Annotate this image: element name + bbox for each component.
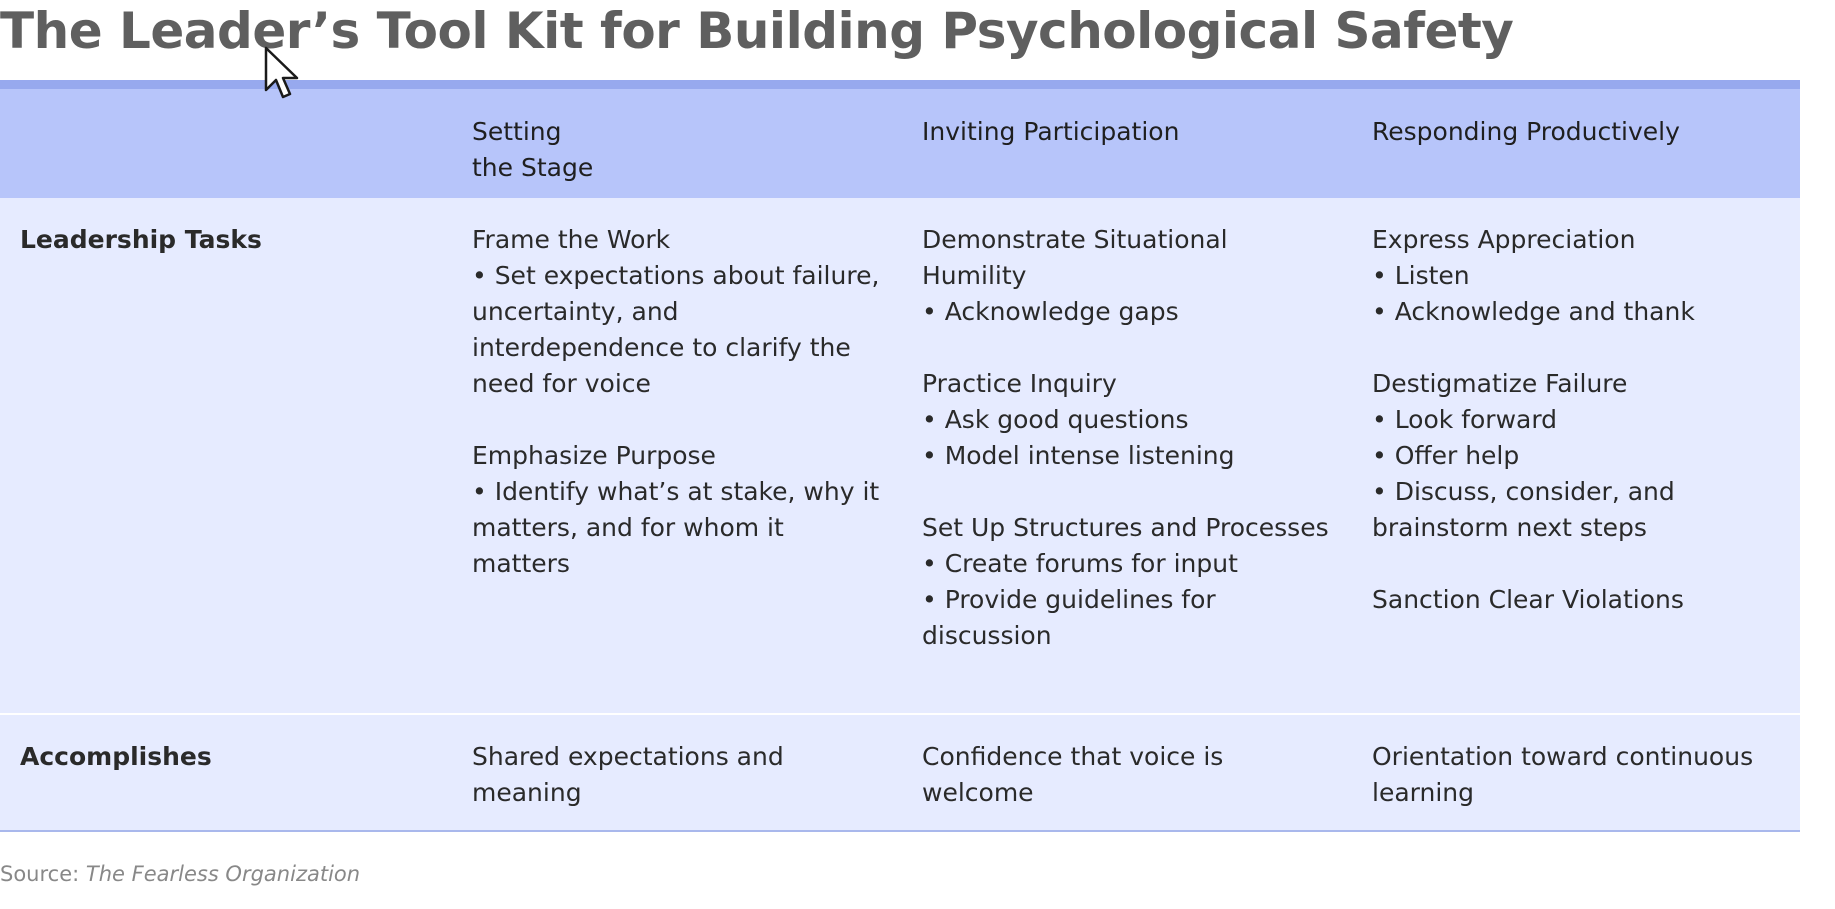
header-setting-the-stage [452, 85, 902, 198]
source-note [0, 862, 360, 886]
row-label-leadership-tasks: Leadership Tasks [0, 198, 452, 714]
page-title: The Leader’s Tool Kit for Building Psychological Safety [0, 2, 1514, 60]
header-cell-empty [0, 85, 452, 198]
task-heading: Emphasize Purpose [472, 440, 716, 470]
task-bullet: • Discuss, consider, and brainstorm next steps [1372, 476, 1675, 542]
task-block [922, 222, 1332, 330]
cell-accomplishes-responding-productively: Orientation toward continuous learning [1352, 714, 1800, 831]
cell-accomplishes-setting-the-stage: Shared expectations and meaning [452, 714, 902, 831]
task-bullet: • Look forward [1372, 404, 1558, 434]
task-heading: Practice Inquiry [922, 368, 1117, 398]
task-heading: Sanction Clear Violations [1372, 584, 1684, 614]
task-heading: Frame the Work [472, 224, 671, 254]
task-block [472, 438, 882, 582]
header-label-line: Inviting Participation [922, 117, 1180, 146]
task-bullet: • Acknowledge gaps [922, 296, 1179, 326]
task-block [472, 222, 882, 402]
task-bullet: • Identify what’s at stake, why it matters, and for whom it matters [472, 476, 880, 578]
task-bullet: • Provide guidelines for discussion [922, 584, 1216, 650]
task-block [1372, 366, 1780, 546]
task-heading: Set Up Structures and Processes [922, 512, 1329, 542]
header-responding-productively [1352, 85, 1800, 198]
task-bullet: • Set expectations about failure, uncertainty, and interdependence to clarify the need for voice [472, 260, 880, 398]
cell-tasks-inviting-participation [902, 198, 1352, 714]
task-block [922, 366, 1332, 474]
task-heading: Demonstrate Situational Humility [922, 224, 1228, 290]
task-bullet: • Model intense listening [922, 440, 1235, 470]
cell-tasks-responding-productively [1352, 198, 1800, 714]
task-block [1372, 222, 1780, 330]
task-heading: Destigmatize Failure [1372, 368, 1628, 398]
task-bullet: • Ask good questions [922, 404, 1189, 434]
table-row-leadership-tasks [0, 198, 1800, 714]
cell-tasks-setting-the-stage [452, 198, 902, 714]
task-bullet: • Create forums for input [922, 548, 1238, 578]
cell-accomplishes-inviting-participation: Confidence that voice is welcome [902, 714, 1352, 831]
toolkit-table [0, 80, 1800, 832]
task-heading: Express Appreciation [1372, 224, 1636, 254]
header-label-line: Responding Productively [1372, 117, 1680, 146]
row-label-accomplishes: Accomplishes [0, 714, 452, 831]
task-bullet: • Listen [1372, 260, 1470, 290]
header-inviting-participation [902, 85, 1352, 198]
task-bullet: • Acknowledge and thank [1372, 296, 1695, 326]
header-label-line: the Stage [472, 153, 594, 182]
task-bullet: • Offer help [1372, 440, 1520, 470]
table-row-accomplishes [0, 714, 1800, 831]
task-block [922, 510, 1332, 654]
mouse-pointer-icon [264, 46, 300, 102]
task-block [1372, 582, 1780, 618]
source-prefix: Source: [0, 862, 80, 886]
header-label-line: Setting [472, 117, 562, 146]
source-work-title: The Fearless Organization [85, 862, 361, 886]
